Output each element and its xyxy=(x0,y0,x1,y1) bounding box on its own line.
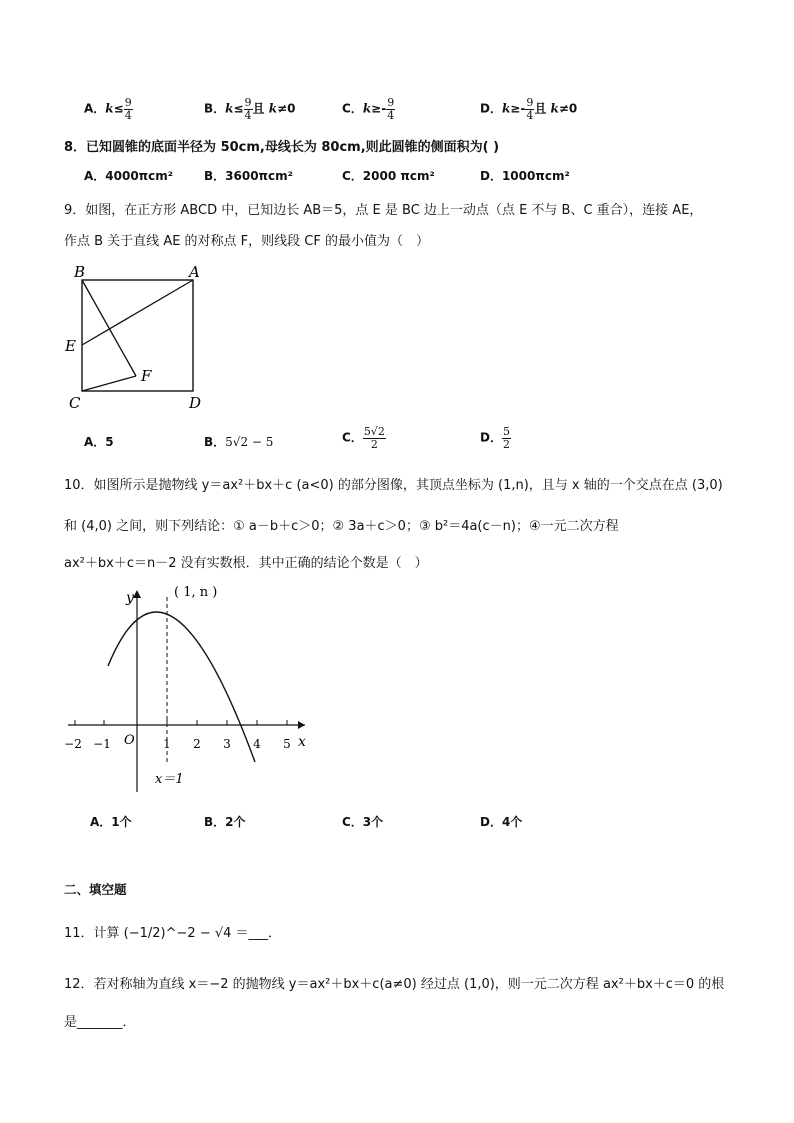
q10-option-a: A．1个 xyxy=(90,815,132,829)
q12-stem-line2: 是_______． xyxy=(64,1015,136,1030)
tick-label-3: 3 xyxy=(223,737,231,751)
tick-label-1: 1 xyxy=(163,737,171,751)
q8-option-b: B．3600πcm² xyxy=(204,169,293,183)
q7-option-b: B．k≤ $\frac{9}{4}$ 且 k≠0 xyxy=(204,96,296,122)
q10-option-b: B．2个 xyxy=(204,815,246,829)
q9-option-a: A．5 xyxy=(84,435,114,449)
q10-stem-line3: ax²＋bx＋c＝n－2 没有实数根．其中正确的结论个数是（ ） xyxy=(64,556,428,571)
q8-option-d: D．1000πcm² xyxy=(480,169,570,183)
label-b: B xyxy=(74,263,86,281)
q12-stem-line1: 12．若对称轴为直线 x＝−2 的抛物线 y＝ax²＋bx＋c(a≠0) 经过点 (1,0)，则一元二次方程 ax²＋bx＋c＝0 的根 xyxy=(64,977,725,992)
section-fill-in-title: 二、填空题 xyxy=(64,882,127,897)
label-f: F xyxy=(141,367,152,385)
q10-option-d: D．4个 xyxy=(480,815,523,829)
q11-text: 11．计算 (−1/2)^−2 − √4 ＝___． xyxy=(64,926,282,941)
q10-option-c: C．3个 xyxy=(342,815,384,829)
symmetry-axis-label: x＝1 xyxy=(155,772,184,787)
vertex-label: ( 1, n ) xyxy=(174,585,218,600)
q9-square-figure xyxy=(60,262,220,412)
q7-option-d: D．k≥- $\frac{9}{4}$ 且 k≠0 xyxy=(480,96,578,122)
label-d: D xyxy=(189,394,202,412)
q9-stem-line1: 9．如图，在正方形 ABCD 中，已知边长 AB＝5，点 E 是 BC 边上一动点（点 E 不与 B、C 重合），连接 AE， xyxy=(64,203,703,218)
q9-option-c: C． $\frac{5√2}{2}$ xyxy=(342,425,385,451)
label-a: A xyxy=(189,263,200,281)
origin-label: O xyxy=(124,733,135,748)
q10-stem-line2: 和 (4,0) 之间，则下列结论：① a－b＋c＞0；② 3a＋c＞0；③ b²＝4a(c－n)；④一元二次方程 xyxy=(64,519,619,534)
tick-label-4: 4 xyxy=(253,737,261,751)
q9-option-b: B．5√2 − 5 xyxy=(204,435,274,449)
label-e: E xyxy=(65,337,76,355)
q9-option-d: D． $\frac{5}{2}$ xyxy=(480,425,510,451)
tick-label-5: 5 xyxy=(283,737,291,751)
tick-label-neg1: −1 xyxy=(93,737,111,751)
y-axis-label: y xyxy=(126,590,134,606)
x-axis-label: x xyxy=(298,734,306,750)
q8-stem: 8．已知圆锥的底面半径为 50cm,母线长为 80cm,则此圆锥的侧面积为( ) xyxy=(64,140,500,155)
q8-option-a: A．4000πcm² xyxy=(84,169,174,183)
tick-label-2: 2 xyxy=(193,737,201,751)
q10-parabola-graph xyxy=(60,580,320,795)
label-c: C xyxy=(69,394,81,412)
q9-stem-line2: 作点 B 关于直线 AE 的对称点 F，则线段 CF 的最小值为（ ） xyxy=(64,234,429,249)
q7-option-a: A．k≤ $\frac{9}{4}$ xyxy=(84,96,132,122)
tick-label-neg2: −2 xyxy=(64,737,82,751)
q8-option-c: C．2000 πcm² xyxy=(342,169,435,183)
q7-option-c: C．k≥- $\frac{9}{4}$ xyxy=(342,96,395,122)
q10-stem-line1: 10．如图所示是抛物线 y＝ax²＋bx＋c (a<0) 的部分图像，其顶点坐标为 (1,n)，且与 x 轴的一个交点在点 (3,0) xyxy=(64,478,723,493)
